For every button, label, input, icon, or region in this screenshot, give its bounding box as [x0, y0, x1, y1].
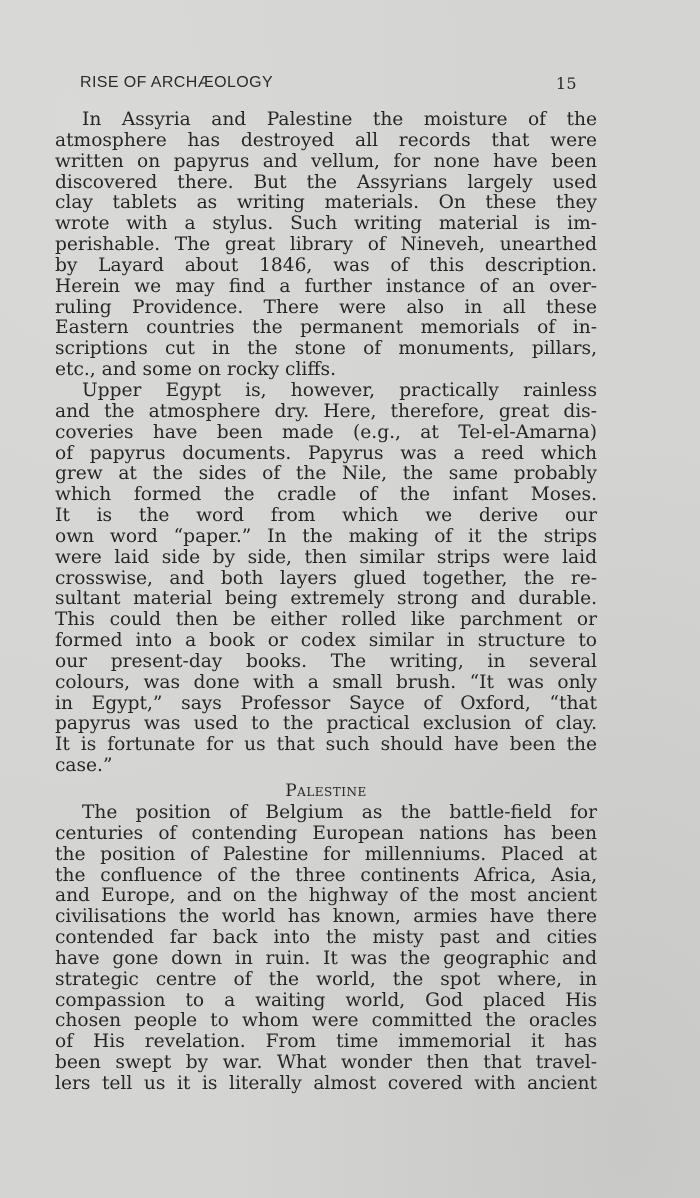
text-line: were laid side by side, then similar strips were laid: [55, 546, 597, 568]
text-line: own word “paper.” In the making of it the strips: [55, 525, 597, 547]
text-line: compassion to a waiting world, God placed His: [55, 989, 597, 1011]
text-line: been swept by war. What wonder then that travel-: [55, 1052, 597, 1074]
text-line: have gone down in ruin. It was the geographic and: [55, 947, 597, 969]
text-line: and Europe, and on the highway of the most ancient: [55, 885, 597, 907]
text-line: of His revelation. From time immemorial it has: [55, 1031, 597, 1053]
text-line: Herein we may find a further instance of an over-: [55, 275, 597, 297]
paragraph-2: [55, 381, 597, 777]
text-line: civilisations the world has known, armies have there: [55, 906, 597, 928]
running-head: [80, 74, 577, 98]
text-line: our present-day books. The writing, in several: [55, 650, 597, 672]
text-line: This could then be either rolled like parchment or: [55, 609, 597, 631]
text-line: strategic centre of the world, the spot where, in: [55, 968, 597, 990]
text-line: Upper Egypt is, however, practically rainless: [82, 379, 597, 401]
text-line: in Egypt,” says Professor Sayce of Oxford, “that: [55, 692, 597, 714]
text-line: It is fortunate for us that such should have been the: [55, 734, 597, 756]
text-line: contended far back into the misty past and cities: [55, 927, 597, 949]
paragraph-1: [55, 110, 597, 381]
text-line: In Assyria and Palestine the moisture of the: [82, 109, 597, 130]
text-line: of papyrus documents. Papyrus was a reed which: [55, 442, 597, 464]
text-line: perishable. The great library of Nineveh, unearthed: [55, 234, 597, 256]
text-line: The position of Belgium as the battle-field for: [82, 802, 597, 823]
text-line: lers tell us it is literally almost covered with ancient: [55, 1072, 597, 1094]
text-line: sultant material being extremely strong and durable.: [55, 588, 597, 610]
text-line: by Layard about 1846, was of this description.: [55, 254, 597, 276]
text-line: formed into a book or codex similar in structure to: [55, 630, 597, 652]
text-line: wrote with a stylus. Such writing material is im-: [55, 213, 597, 235]
text-line: the confluence of the three continents Africa, Asia,: [55, 864, 597, 886]
section-heading: Palestine: [285, 781, 367, 801]
text-line: ruling Providence. There were also in all these: [55, 296, 597, 318]
paragraph-3: [55, 803, 597, 1095]
text-line: atmosphere has destroyed all records that were: [55, 129, 597, 151]
text-line: coveries have been made (e.g., at Tel-el-Amarna): [55, 421, 597, 443]
running-head-title: RISE OF ARCHÆOLOGY: [80, 74, 274, 91]
text-line: clay tablets as writing materials. On these they: [55, 192, 597, 214]
text-line: chosen people to whom were committed the oracles: [55, 1010, 597, 1032]
text-line: scriptions cut in the stone of monuments, pillars,: [55, 338, 597, 360]
text-line: the position of Palestine for millenniums. Placed at: [55, 843, 597, 865]
body-text: [55, 110, 597, 1095]
text-line: centuries of contending European nations has been: [55, 822, 597, 844]
page-number: 15: [555, 74, 577, 93]
text-line: etc., and some on rocky cliffs.: [55, 359, 337, 381]
text-line: crosswise, and both layers glued together, the re-: [55, 567, 597, 589]
text-line: papyrus was used to the practical exclusion of clay.: [55, 713, 597, 735]
text-line: written on papyrus and vellum, for none have been: [55, 150, 597, 172]
text-line: It is the word from which we derive our: [55, 505, 597, 527]
text-line: colours, was done with a small brush. “It was only: [55, 671, 597, 693]
text-line: Eastern countries the permanent memorials of in-: [55, 317, 597, 339]
text-line: discovered there. But the Assyrians largely used: [55, 171, 597, 193]
text-line: and the atmosphere dry. Here, therefore, great dis-: [55, 400, 597, 422]
text-line: grew at the sides of the Nile, the same probably: [55, 463, 597, 485]
text-line: case.”: [55, 755, 113, 777]
text-line: which formed the cradle of the infant Moses.: [55, 484, 597, 506]
